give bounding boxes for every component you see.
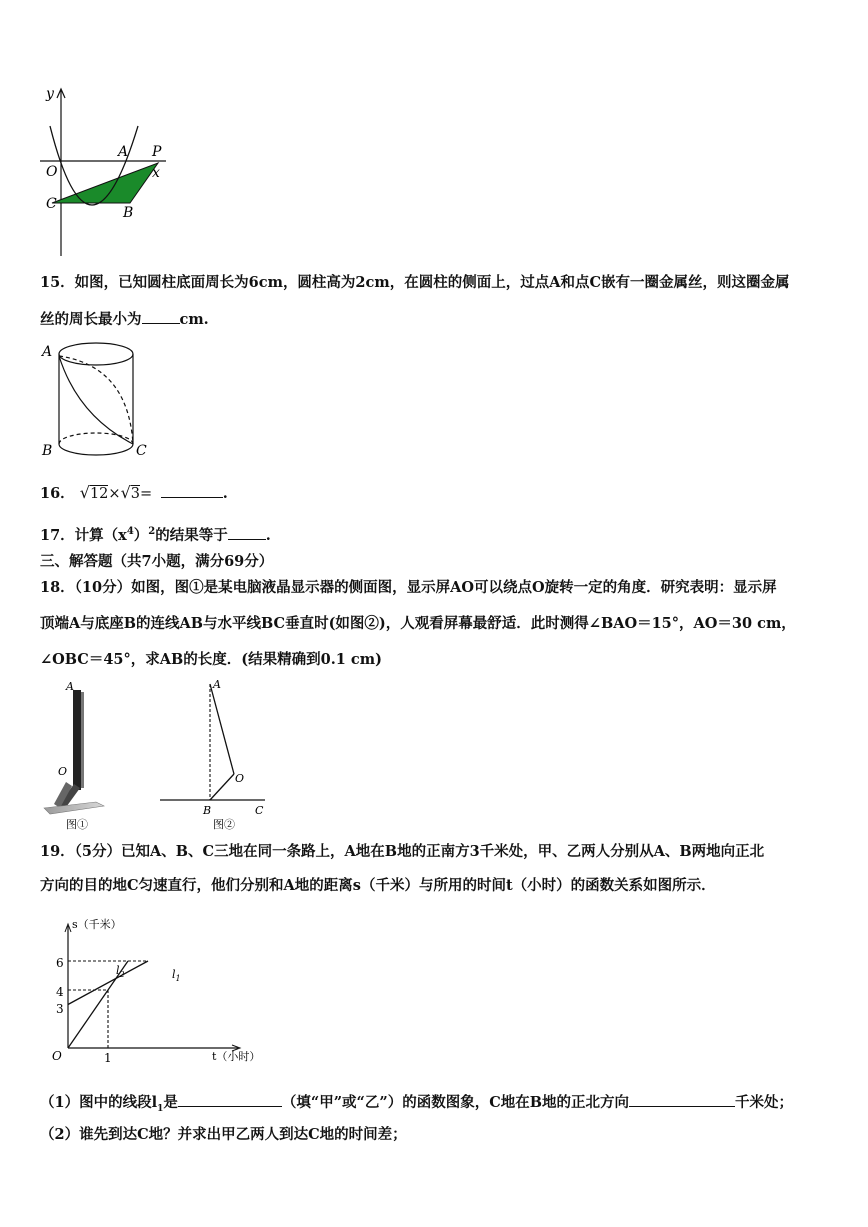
label-l1: $l_1$ bbox=[172, 968, 181, 983]
q19-sub1-sub: 1 bbox=[157, 1103, 164, 1114]
q17-end: . bbox=[265, 526, 271, 544]
q19-sub1-mid3: C地在B地的正北方向 bbox=[489, 1094, 630, 1111]
q16-radicand-2: 3 bbox=[130, 486, 140, 502]
xtick-1: 1 bbox=[104, 1051, 112, 1065]
svg-text:C: C bbox=[46, 196, 57, 212]
label-l2: $l_2$ bbox=[116, 964, 125, 979]
q17-exp2: 2 bbox=[148, 526, 156, 537]
fig1-caption: 图① bbox=[66, 818, 88, 831]
q18-line2: 顶端A与底座B的连线AB与水平线BC垂直时(如图②)，人观看屏幕最舒适．此时测得∠BAO＝15°，AO＝30 cm， bbox=[40, 615, 796, 632]
fig2-caption: 图② bbox=[213, 818, 235, 831]
svg-text:A: A bbox=[213, 678, 221, 691]
svg-text:B: B bbox=[42, 443, 53, 459]
q15-line2 bbox=[40, 309, 209, 330]
section-3-title: 三、解答题（共7小题，满分69分） bbox=[40, 553, 274, 570]
cylinder-figure bbox=[38, 336, 158, 466]
q19-sub2: （2）谁先到达C地？并求出甲乙两人到达C地的时间差； bbox=[40, 1126, 407, 1143]
svg-text:O: O bbox=[58, 765, 68, 778]
svg-text:y: y bbox=[46, 86, 54, 102]
ytick-4: 4 bbox=[56, 985, 64, 999]
chart-xlabel: t（小时） bbox=[212, 1050, 261, 1063]
q16-end: . bbox=[222, 485, 228, 502]
q19-line2: 方向的目的地C匀速直行，他们分别和A地的距离s（千米）与所用的时间t（小时）的函数关系如图所示． bbox=[40, 877, 716, 894]
q18-line1: 18．（10分）如图，图①是某电脑液晶显示器的侧面图，显示屏AO可以绕点O旋转一定的角度．研究表明：显示屏 bbox=[40, 579, 777, 596]
q19-sub1-post: 千米处； bbox=[735, 1094, 794, 1111]
chart-ylabel: s（千米） bbox=[72, 918, 122, 931]
q19-answer-blank-1[interactable] bbox=[178, 1092, 282, 1107]
q15-unit: cm. bbox=[179, 311, 209, 328]
q17-answer-blank[interactable] bbox=[228, 525, 266, 540]
svg-text:A: A bbox=[42, 344, 53, 360]
ytick-3: 3 bbox=[56, 1002, 64, 1016]
ytick-6: 6 bbox=[56, 956, 64, 970]
q17-mid: ） bbox=[133, 526, 149, 544]
q19-line1: 19．（5分）已知A、B、C三地在同一条路上，A地在B地的正南方3千米处，甲、乙两人分别从A、B两地向正北 bbox=[40, 843, 765, 860]
q19-sub1-pre: （1）图中的线段l bbox=[40, 1094, 158, 1111]
q18-line3: ∠OBC＝45°，求AB的长度．(结果精确到0.1 cm) bbox=[40, 651, 382, 668]
svg-text:O: O bbox=[46, 164, 58, 180]
q16-times: × bbox=[108, 486, 121, 502]
svg-text:A: A bbox=[66, 680, 74, 693]
chart-origin: O bbox=[52, 1049, 62, 1063]
svg-text:P: P bbox=[152, 144, 162, 160]
q17-post: 的结果等于 bbox=[155, 526, 228, 544]
svg-text:B: B bbox=[203, 804, 212, 817]
q19-sub1 bbox=[40, 1092, 793, 1119]
q16-equals: = bbox=[140, 486, 153, 502]
shaded-triangle bbox=[52, 163, 158, 203]
q17 bbox=[40, 522, 271, 546]
q16-radicand-1: 12 bbox=[89, 486, 109, 502]
q19-chart bbox=[38, 914, 278, 1074]
q15-line2-text: 丝的周长最小为 bbox=[40, 311, 142, 328]
q16 bbox=[40, 483, 228, 504]
svg-text:B: B bbox=[123, 205, 134, 221]
q17-pre: 17．计算（x bbox=[40, 526, 127, 544]
q16-number: 16． bbox=[40, 485, 75, 502]
q16-answer-blank[interactable] bbox=[161, 483, 223, 498]
q19-sub1-mid2: （填“甲”或“乙”）的函数图象， bbox=[281, 1094, 490, 1111]
q15-answer-blank[interactable] bbox=[142, 309, 180, 324]
svg-text:C: C bbox=[255, 804, 264, 817]
q16-expression: √12×√3= bbox=[79, 483, 153, 502]
monitor-figure-1 bbox=[38, 676, 108, 832]
q19-answer-blank-2[interactable] bbox=[629, 1092, 735, 1107]
q17-exp1: 4 bbox=[126, 526, 134, 537]
monitor-figure-2 bbox=[155, 674, 280, 834]
svg-text:x: x bbox=[152, 165, 160, 181]
svg-text:A: A bbox=[118, 144, 129, 160]
parabola-figure bbox=[34, 84, 174, 259]
svg-text:C: C bbox=[136, 443, 147, 459]
svg-text:O: O bbox=[235, 772, 245, 785]
q19-sub1-mid: 是 bbox=[163, 1094, 178, 1111]
q15-line1: 15．如图，已知圆柱底面周长为6cm，圆柱高为2cm，在圆柱的侧面上，过点A和点C嵌有一圈金属丝，则这圈金属 bbox=[40, 274, 790, 291]
